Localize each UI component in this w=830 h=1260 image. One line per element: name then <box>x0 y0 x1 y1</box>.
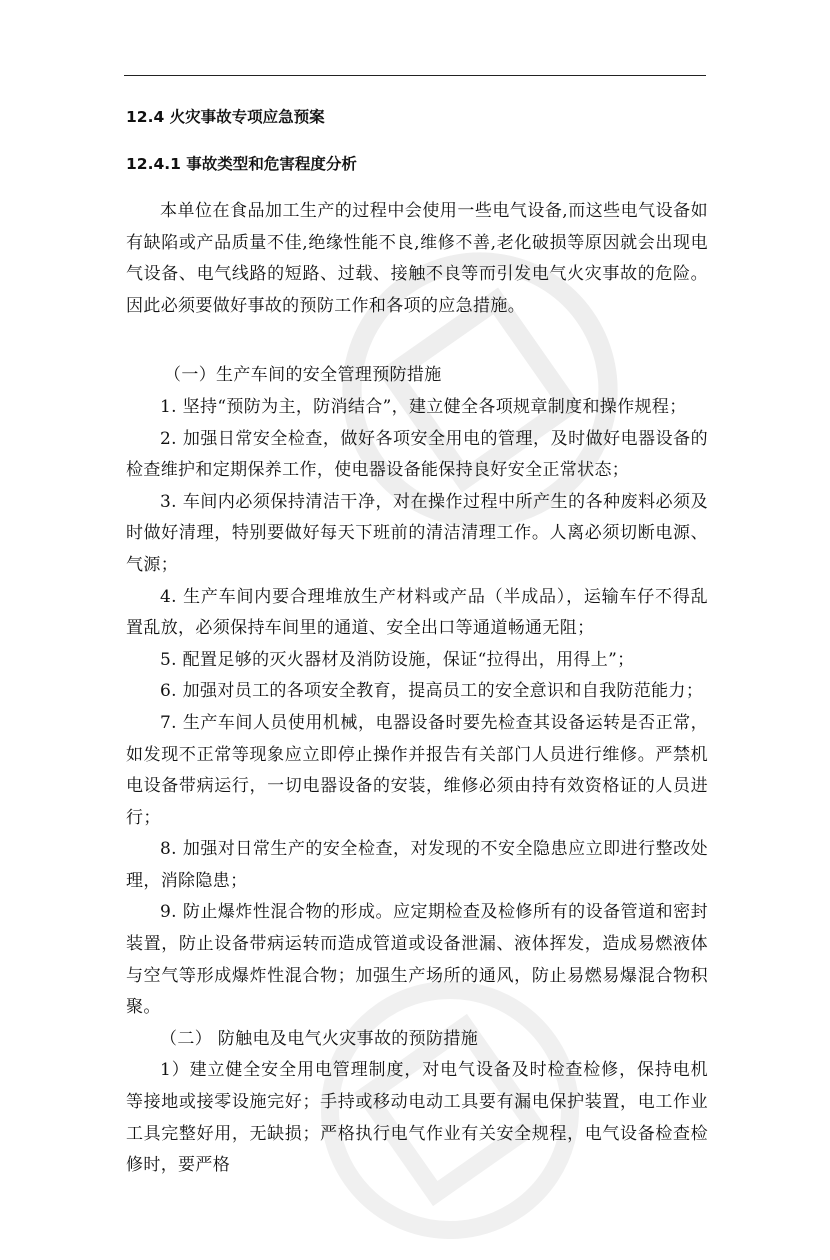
section-heading: 12.4 火灾事故专项应急预案 <box>126 108 325 126</box>
list-item: 9. 防止爆炸性混合物的形成。应定期检查及检修所有的设备管道和密封装置，防止设备带病运转而造成管道或设备泄漏、液体挥发，造成易燃液体与空气等形成爆炸性混合物；加强生产场所的通风，防止易燃易爆混合物积聚。 <box>126 902 708 1018</box>
subsection-heading: 12.4.1 事故类型和危害程度分析 <box>126 155 357 173</box>
list-item: 1. 坚持“预防为主，防消结合”，建立健全各项规章制度和操作规程； <box>160 396 687 417</box>
list-item: 4. 生产车间内要合理堆放生产材料或产品（半成品），运输车仔不得乱置乱放，必须保持车间里的通道、安全出口等通道畅通无阻； <box>126 586 708 639</box>
section-1-title: （一）生产车间的安全管理预防措施 <box>164 365 442 386</box>
list-item: 3. 车间内必须保持清洁干净，对在操作过程中所产生的各种废料必须及时做好清理，特别要做好每天下班前的清洁清理工作。人离必须切断电源、气源； <box>126 491 708 575</box>
list-item: 1）建立健全安全用电管理制度，对电气设备及时检查检修，保持电机等接地或接零设施完好；手持或移动电动工具要有漏电保护装置，电工作业工具完整好用，无缺损；严格执行电气作业有关安全规程，电气设备检查检修时，要严格 <box>126 1060 708 1176</box>
document-body <box>126 96 708 1182</box>
list-item: 5. 配置足够的灭火器材及消防设施，保证“拉得出，用得上”； <box>160 649 635 670</box>
list-item: 7. 生产车间人员使用机械，电器设备时要先检查其设备运转是否正常，如发现不正常等现象应立即停止操作并报告有关部门人员进行维修。严禁机电设备带病运行，一切电器设备的安装，维修必须由持有效资格证的人员进行； <box>126 712 708 828</box>
intro-paragraph: 本单位在食品加工生产的过程中会使用一些电气设备,而这些电气设备如有缺陷或产品质量不佳,绝缘性能不良,维修不善,老化破损等原因就会出现电气设备、电气线路的短路、过载、接触不良等而引发电气火灾事故的危险。因此必须要做好事故的预防工作和各项的应急措施。 <box>126 201 708 316</box>
list-item: 6. 加强对员工的各项安全教育，提高员工的安全意识和自我防范能力； <box>160 681 704 702</box>
header-rule <box>124 75 706 76</box>
section-2-title: （二） 防触电及电气火灾事故的预防措施 <box>160 1028 479 1049</box>
list-item: 2. 加强日常安全检查，做好各项安全用电的管理，及时做好电器设备的检查维护和定期保养工作，使电器设备能保持良好安全正常状态； <box>126 428 708 481</box>
list-item: 8. 加强对日常生产的安全检查，对发现的不安全隐患应立即进行整改处理，消除隐患； <box>126 839 708 891</box>
